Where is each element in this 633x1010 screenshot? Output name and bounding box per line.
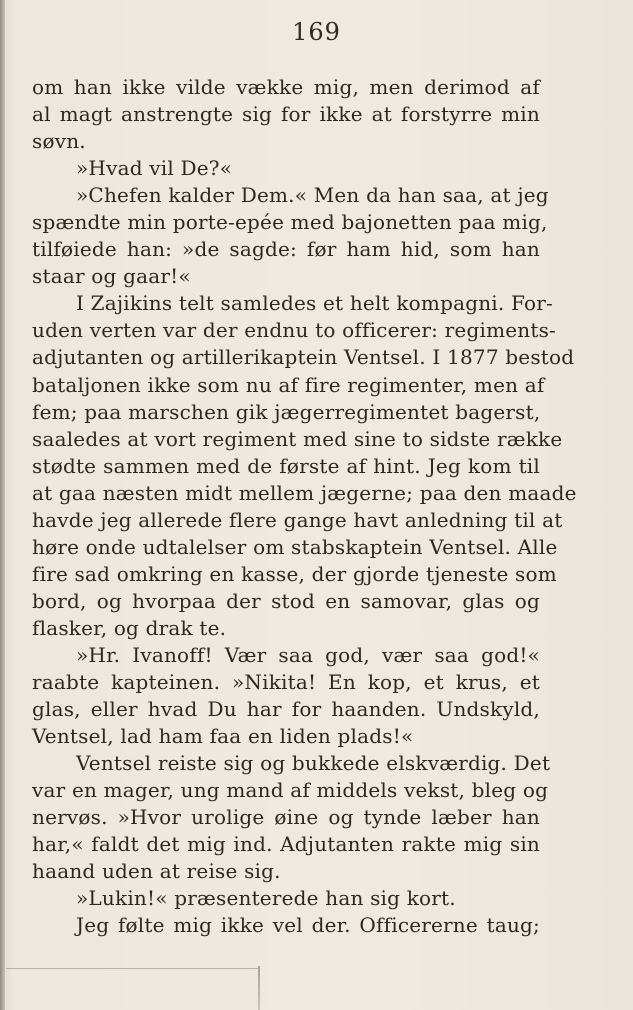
- page-number: 169: [292, 18, 341, 46]
- text-line: var en mager, ung mand af middels vekst, bleg og: [32, 778, 549, 803]
- text-line: spændte min porte-epée med bajonetten paa mig,: [32, 210, 548, 235]
- text-line: stødte sammen med de første af hint. Jeg kom til: [32, 453, 540, 478]
- body-text: [32, 74, 577, 940]
- text-line: saaledes at vort regiment med sine to sidste række: [32, 426, 563, 451]
- text-line: høre onde udtalelser om stabskaptein Ventsel. Alle: [32, 534, 558, 559]
- text-line: adjutanten og artillerikaptein Ventsel. I 1877 bestod: [32, 345, 575, 370]
- text-line: »Lukin!« præsenterede han sig kort.: [76, 886, 456, 911]
- text-line: al magt anstrengte sig for ikke at forstyrre min: [32, 102, 540, 127]
- text-line: bord, og hvorpaa der stod en samovar, glas og: [32, 588, 540, 613]
- text-line: raabte kapteinen. »Nikita! En kop, et krus, et: [32, 670, 540, 695]
- text-line: uden verten var der endnu to officerer: regiments-: [32, 318, 557, 343]
- text-line: Ventsel reiste sig og bukkede elskværdig. Det: [76, 751, 551, 776]
- text-line: om han ikke vilde vække mig, men derimod af: [32, 75, 540, 99]
- binding-edge: [0, 0, 5, 1010]
- text-line: havde jeg allerede flere gange havt anledning til at: [32, 507, 563, 532]
- text-line: staar og gaar!«: [32, 264, 191, 289]
- text-line: Jeg følte mig ikke vel der. Officererne taug;: [76, 913, 540, 938]
- page-bottom-mark: [258, 966, 260, 1010]
- text-line: har,« faldt det mig ind. Adjutanten rakte mig sin: [32, 832, 540, 857]
- text-line: at gaa næsten midt mellem jægerne; paa den maade: [32, 480, 577, 505]
- text-line: bataljonen ikke som nu af fire regimenter, men af: [32, 372, 545, 397]
- text-line: fem; paa marschen gik jægerregimentet bagerst,: [32, 399, 541, 424]
- text-line: »Hvad vil De?«: [76, 156, 233, 181]
- text-line: tilføiede han: »de sagde: før ham hid, som han: [32, 237, 540, 262]
- text-line: søvn.: [32, 129, 86, 154]
- text-line: »Chefen kalder Dem.« Men da han saa, at jeg: [76, 183, 549, 208]
- text-line: flasker, og drak te.: [32, 615, 227, 640]
- text-line: Ventsel, lad ham faa en liden plads!«: [32, 724, 414, 749]
- text-line: glas, eller hvad Du har for haanden. Undskyld,: [32, 697, 540, 722]
- text-line: nervøs. »Hvor urolige øine og tynde læber han: [32, 805, 540, 830]
- text-line: haand uden at reise sig.: [32, 859, 281, 884]
- page-bottom-rule: [6, 968, 258, 969]
- text-line: I Zajikins telt samledes et helt kompagni. For-: [76, 291, 553, 316]
- text-line: fire sad omkring en kasse, der gjorde tjeneste som: [32, 561, 557, 586]
- text-line: »Hr. Ivanoff! Vær saa god, vær saa god!«: [76, 642, 540, 667]
